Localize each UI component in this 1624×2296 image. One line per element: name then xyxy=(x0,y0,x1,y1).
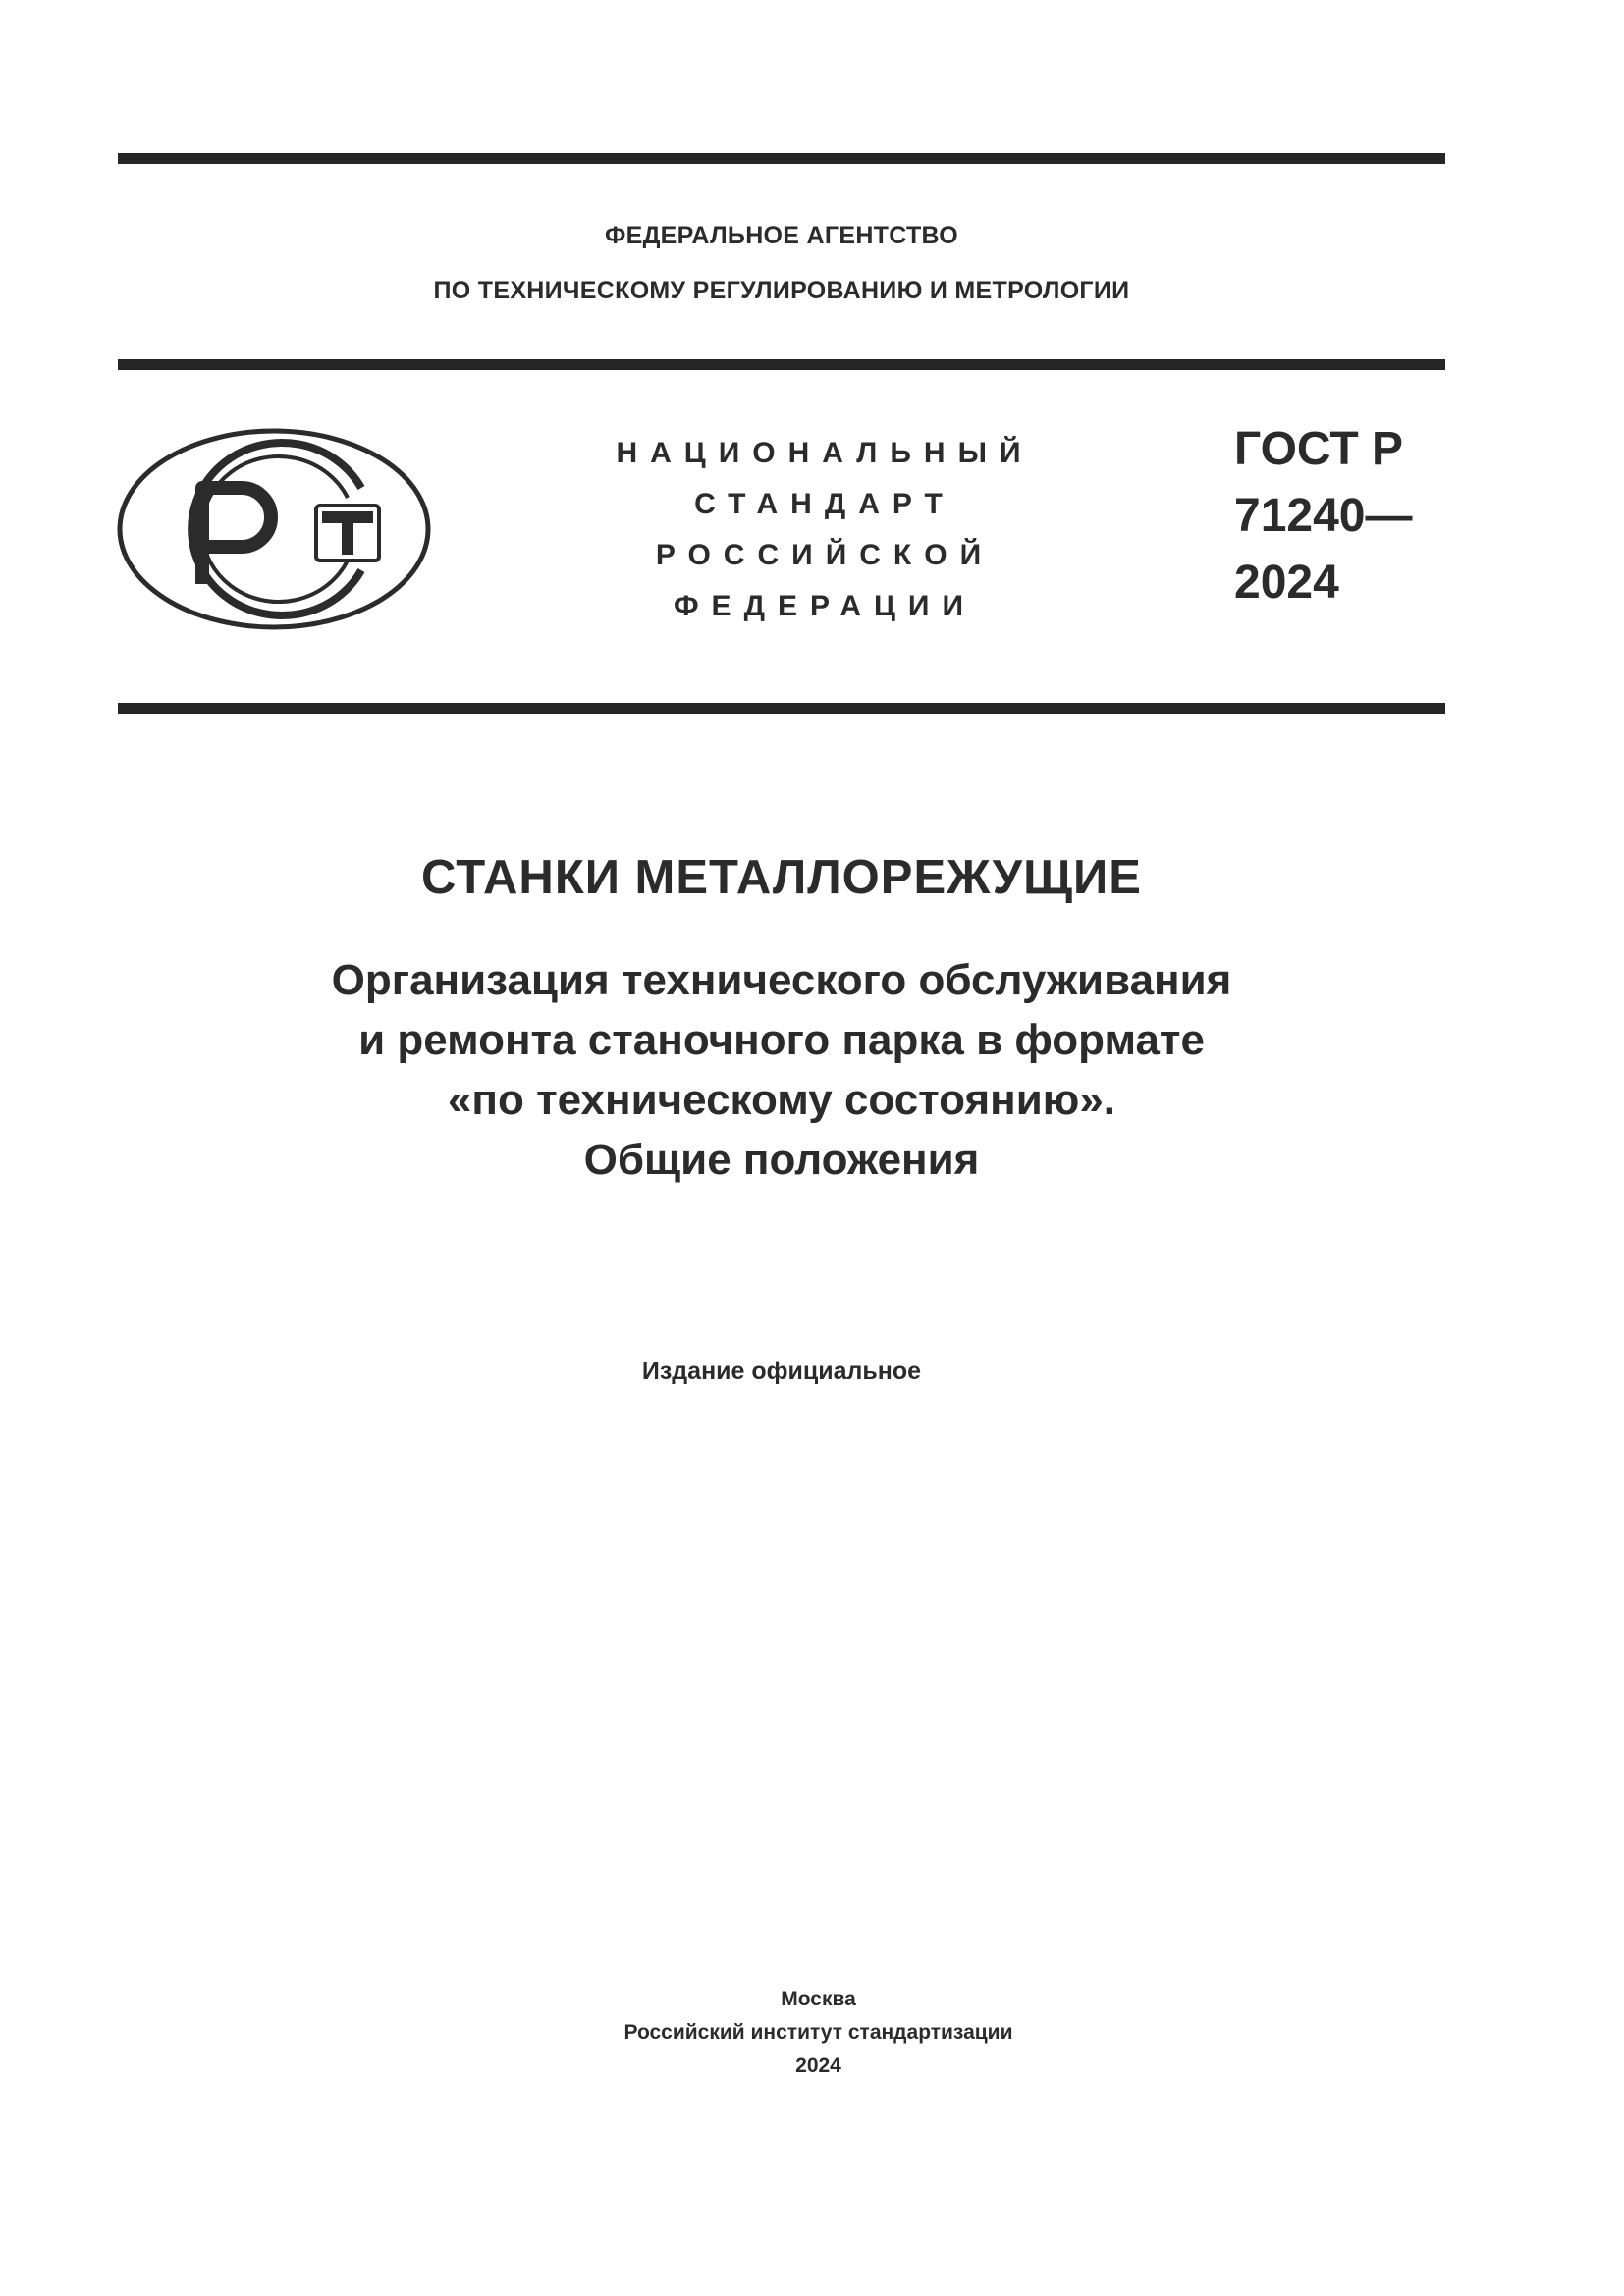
national-standard-line4: ФЕДЕРАЦИИ xyxy=(673,590,977,622)
title-block-rule xyxy=(118,703,1445,714)
agency-name-line2: ПО ТЕХНИЧЕСКОМУ РЕГУЛИРОВАНИЮ И МЕТРОЛОГИИ xyxy=(433,277,1130,304)
top-rule xyxy=(118,153,1445,164)
document-subtitle xyxy=(118,950,1445,1190)
national-standard-label xyxy=(609,428,1041,632)
agency-name-line1: ФЕДЕРАЛЬНОЕ АГЕНТСТВО xyxy=(604,222,959,249)
standard-designation xyxy=(1234,416,1412,616)
subtitle-line4: Общие положения xyxy=(583,1136,980,1184)
document-title: СТАНКИ МЕТАЛЛОРЕЖУЩИЕ xyxy=(421,851,1142,904)
designation-line3: 2024 xyxy=(1234,557,1339,609)
subtitle-line3: «по техническому состоянию». xyxy=(447,1076,1116,1124)
imprint-year: 2024 xyxy=(795,2055,841,2077)
designation-line2: 71240— xyxy=(1234,490,1413,542)
designation-line1: ГОСТ Р xyxy=(1234,423,1404,475)
header-rule xyxy=(118,359,1445,370)
imprint xyxy=(118,1983,1519,2083)
subtitle-line2: и ремонта станочного парка в формате xyxy=(358,1016,1205,1064)
national-standard-line2: СТАНДАРТ xyxy=(694,488,955,520)
national-standard-line3: РОССИЙСКОЙ xyxy=(655,539,995,571)
imprint-city: Москва xyxy=(781,1988,856,2010)
subtitle-line1: Организация технического обслуживания xyxy=(331,956,1232,1004)
edition-label: Издание официальное xyxy=(641,1358,922,1385)
national-standard-line1: НАЦИОНАЛЬНЫЙ xyxy=(616,437,1034,469)
rst-gost-emblem-icon xyxy=(116,427,432,631)
imprint-publisher: Российский институт стандартизации xyxy=(623,2021,1013,2044)
